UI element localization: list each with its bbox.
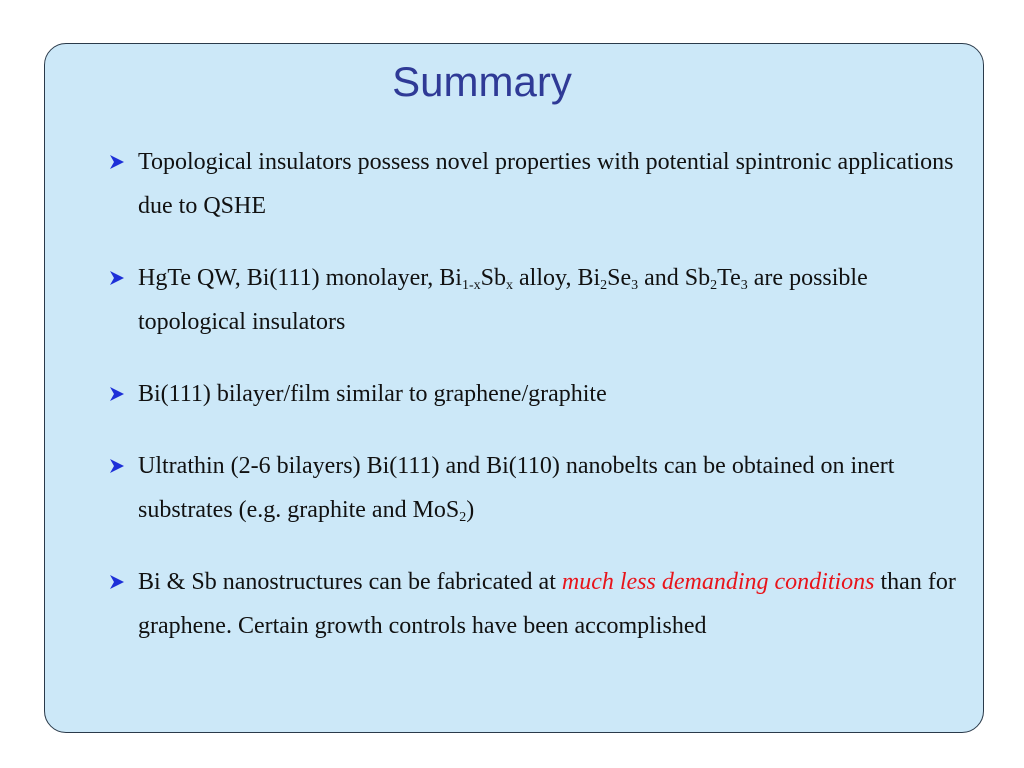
text-run: Topological insulators possess novel properties with potential spintronic applications due to QSHE: [138, 149, 954, 219]
text-run: Sb: [480, 265, 507, 291]
bullet-text: [138, 256, 964, 344]
subscript: x: [506, 278, 514, 293]
subscript: 1-x: [461, 278, 481, 293]
arrowhead-bullet-icon: [108, 256, 126, 300]
subscript: 2: [710, 278, 718, 293]
text-run: Bi & Sb nanostructures can be fabricated at: [138, 569, 562, 595]
text-run: alloy, Bi: [513, 265, 601, 291]
text-run: Bi(111) bilayer/film similar to graphene/graphite: [138, 381, 607, 407]
slide-title: Summary: [392, 58, 572, 105]
bullet-list: [104, 140, 964, 648]
bullet-item: [104, 140, 964, 228]
highlighted-phrase: much less demanding conditions: [561, 569, 875, 595]
subscript: 3: [631, 278, 639, 293]
subscript: 2: [600, 278, 608, 293]
text-run: are possible topological insulators: [138, 265, 868, 335]
arrowhead-bullet-icon: [108, 372, 126, 416]
text-run: Ultrathin (2-6 bilayers) Bi(111) and Bi(110) nanobelts can be obtained on inert substrates (e.g. graphite and MoS: [138, 453, 895, 523]
bullet-item: [104, 560, 964, 648]
text-run: Se: [607, 265, 632, 291]
text-run: ): [466, 497, 475, 523]
bullet-item: [104, 444, 964, 532]
arrowhead-bullet-icon: [108, 560, 126, 604]
arrowhead-bullet-icon: [108, 444, 126, 488]
text-run: HgTe QW, Bi(111) monolayer, Bi: [138, 265, 462, 291]
text-run: than for graphene. Certain growth controls have been accomplished: [138, 569, 956, 639]
bullet-text: [138, 560, 964, 648]
bullet-text: [138, 140, 964, 228]
text-run: Te: [717, 265, 741, 291]
arrowhead-bullet-icon: [108, 140, 126, 184]
bullet-text: [138, 372, 964, 416]
subscript: 2: [459, 510, 467, 525]
bullet-text: [138, 444, 964, 532]
text-run: and Sb: [638, 265, 711, 291]
bullet-item: [104, 372, 964, 416]
subscript: 3: [740, 278, 748, 293]
bullet-item: [104, 256, 964, 344]
